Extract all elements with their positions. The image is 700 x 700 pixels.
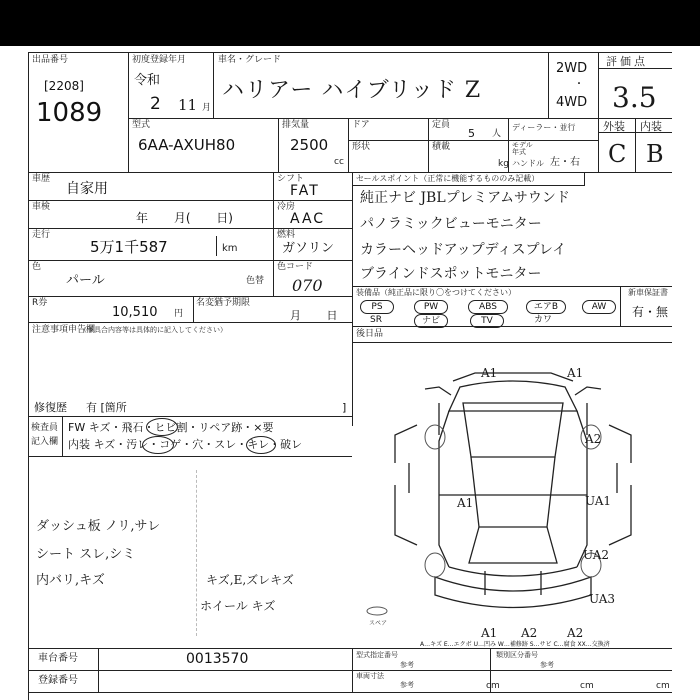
score-label: 評価点	[606, 55, 648, 68]
mark-a2-right-fender: A2	[585, 432, 602, 446]
registration-month: 11	[178, 96, 198, 114]
capacity-unit: 人	[492, 129, 502, 139]
equip-ps: PS	[360, 300, 394, 314]
registration-year: 2	[150, 94, 161, 114]
circle-chip	[146, 418, 178, 436]
notes-label: 注意事項申告欄	[32, 325, 96, 335]
circle-scuff	[246, 436, 276, 454]
equip-airbag: エアB	[526, 300, 566, 314]
interior-grade: B	[646, 140, 664, 168]
category-label: 車歴	[32, 174, 51, 184]
equip-navi: ナビ	[414, 314, 448, 328]
color-value: パール	[66, 273, 105, 288]
equip-sr: SR	[370, 315, 382, 325]
meika-label: 名変猶予期限	[196, 298, 251, 308]
size-ref: 参考	[400, 681, 414, 689]
repair-label: 修復歴	[34, 401, 67, 414]
color-change-label: 色替	[246, 276, 265, 286]
score-value: 3.5	[612, 81, 657, 114]
exterior-grade: C	[608, 140, 627, 168]
cc-value: 2500	[290, 136, 329, 154]
sales-label: セールスポイント（正常に機能するもののみ記載）	[356, 174, 540, 183]
notes-sublabel: （不具合内容等は具体的に記入してください）	[80, 326, 227, 334]
handle-label: ハンドル	[512, 159, 544, 168]
sales-line-4: ブラインドスポットモニター	[360, 266, 542, 282]
mark-ua1-right-door: UA1	[585, 494, 612, 508]
category-value: 自家用	[66, 181, 108, 197]
mark-a1-front-right: A1	[567, 366, 584, 380]
model-label: 車名・グレード	[218, 55, 282, 65]
repair-end: ]	[342, 401, 347, 414]
drive-4wd: 4WD	[556, 95, 588, 110]
handwritten-4: キズ,E,ズレキズ	[206, 573, 294, 587]
mark-a2-rear-center: A2	[521, 626, 538, 640]
shift-value: FAT	[290, 183, 320, 199]
equip-abs: ABS	[468, 300, 508, 314]
class-number-ref: 参考	[540, 661, 554, 669]
auction-code: [2208]	[44, 79, 84, 93]
lot-number: 1089	[36, 98, 103, 128]
warranty-label: 新車保証書	[628, 288, 668, 297]
color-label: 色	[32, 262, 42, 272]
mark-a1-front-left: A1	[481, 366, 498, 380]
dealer-label: ディーラー・並行	[512, 123, 576, 132]
type-value: 6AA-AXUH80	[138, 136, 236, 154]
equip-pw: PW	[414, 300, 448, 314]
warranty-value: 有・無	[632, 305, 669, 319]
meika-value: 月 日	[290, 309, 338, 322]
mileage-label: 走行	[32, 230, 51, 240]
color-code-value: 070	[292, 276, 323, 295]
circle-stain	[142, 436, 174, 454]
inspector-interior: 内装 キズ・汚レ・コゲ・穴・スレ・キレ・破レ	[68, 438, 303, 451]
model-number-label: 型式指定番号	[356, 651, 398, 659]
lot-label: 出品番号	[32, 55, 69, 65]
mark-a2-rear-right: A2	[567, 626, 584, 640]
ac-value: AAC	[290, 211, 326, 227]
shape-label: 形状	[352, 142, 371, 152]
type-label: 型式	[132, 120, 151, 130]
damage-legend: A…キズ E…エクボ U…凹み W…補修跡 S…サビ C…腐食 XX…交換済	[420, 641, 610, 648]
frame-value: 0013570	[186, 651, 249, 667]
equip-aw: AW	[582, 300, 616, 314]
registration-month-unit: 月	[202, 103, 212, 113]
interior-label: 内装	[640, 120, 662, 133]
frame-label: 車台番号	[38, 653, 78, 664]
auction-sheet: 出品番号 [2208] 1089 初度登録年月 令和 2 11 月 車名・グレード ハリアー ハイブリッド Z 2WD ・ 4WD 評価点 3.5 外装 内装 C B 型式 6AA-AXUH80 排気量 2500 cc ドア 形状 定員 5 人 積載 kg ディーラー・並行 モデル 年式 ハンドル 左・右 車歴 自家用 車検 年 月( 日) 走行 5万1千587 km 色 パール 色替 シフト FAT 冷房 AAC 燃料 ガソリン 色コード 070 R券 10,510 円 名変猶予期限 月 日 注意事項申告欄 （不具合内容等は具体的に記入してください） 修復歴 有 [箇所 ] セールスポイント（正常に機能するもののみ記載） 純正ナビ JBLプレミアムサウンド パノラミックビューモニター カラーヘッドアップディスプレイ ブラインドスポットモニター 装備品（純正品に限り〇をつけてください） PS PW ABS エアB AW SR ナビ TV カワ 新車保証書 有・無 後日品 検査員 記入欄 FW キズ・飛石・ヒビ割・リペア跡・×要 内装 キズ・汚レ・コゲ・穴・スレ・キレ・破レ ダッシュ板 ノリ,サレ シート スレ,シミ 内バリ,キズ キズ,E,ズレキズ ホイール キズ A1 A1 A2 A1 UA1 UA2 UA3 A1 A2 A2 スペア A…キズ E…エクボ U…凹み W…補修跡 S…サビ C…腐食 XX…交換済 車台番号 0013570 登録番号 型式指定番号 参考 類別区分番号 参考 車両寸法 参考 cm cm cm	[0, 0, 700, 700]
inspector-label-1: 検査員	[31, 423, 59, 433]
top-black-bar	[0, 0, 700, 46]
shift-label: シフト	[277, 174, 305, 184]
mark-ua2-right-rear: UA2	[583, 548, 610, 562]
damage-diagram	[355, 345, 672, 640]
size-cm-1: cm	[486, 681, 500, 691]
capacity-value: 5	[468, 127, 475, 140]
class-number-label: 類別区分番号	[496, 651, 538, 659]
load-label: 積載	[432, 142, 451, 152]
size-cm-3: cm	[656, 681, 670, 691]
size-label: 車両寸法	[356, 672, 384, 680]
model-number-ref: 参考	[400, 661, 414, 669]
cc-unit: cc	[334, 157, 344, 167]
registration-era: 令和	[134, 73, 161, 88]
handwritten-1: ダッシュ板 ノリ,サレ	[36, 519, 161, 534]
mileage-value: 5万1千587	[90, 238, 168, 256]
inspection-value: 年 月( 日)	[136, 211, 233, 225]
cc-label: 排気量	[282, 120, 310, 130]
recycle-value: 10,510	[112, 305, 158, 320]
size-cm-2: cm	[580, 681, 594, 691]
equip-leather: カワ	[534, 315, 553, 325]
mark-ua3-rear: UA3	[589, 592, 616, 606]
exterior-label: 外装	[603, 120, 625, 133]
recycle-label: R券	[32, 298, 48, 308]
fuel-value: ガソリン	[282, 241, 335, 256]
handle-value: 左・右	[550, 157, 580, 168]
model-year-label: モデル 年式	[512, 141, 533, 156]
registration-label: 初度登録年月	[132, 55, 187, 65]
handwritten-5: ホイール キズ	[200, 599, 276, 613]
load-unit: kg	[498, 159, 509, 169]
model-name: ハリアー ハイブリッド Z	[222, 78, 482, 103]
inspector-label-2: 記入欄	[31, 437, 59, 447]
after-label: 後日品	[356, 329, 384, 339]
sales-line-1: 純正ナビ JBLプレミアムサウンド	[360, 190, 570, 206]
doors-label: ドア	[352, 120, 370, 130]
capacity-label: 定員	[432, 120, 451, 130]
spare-label: スペア	[369, 620, 388, 627]
mark-a1-left-door: A1	[457, 496, 474, 510]
mark-a1-rear-left: A1	[481, 626, 498, 640]
ac-label: 冷房	[277, 202, 296, 212]
registration-number-label: 登録番号	[38, 675, 78, 686]
sales-line-3: カラーヘッドアップディスプレイ	[360, 242, 567, 258]
drive-2wd: 2WD	[556, 61, 588, 76]
equipment-label: 装備品（純正品に限り〇をつけてください）	[356, 288, 516, 297]
color-code-label: 色コード	[277, 262, 314, 272]
mileage-unit: km	[222, 243, 238, 254]
repair-value: 有 [箇所	[86, 401, 127, 414]
inspector-exterior: FW キズ・飛石・ヒビ割・リペア跡・×要	[68, 421, 274, 434]
handwritten-2: シート スレ,シミ	[36, 547, 136, 562]
sales-line-2: パノラミックビューモニター	[360, 216, 542, 232]
equip-tv: TV	[470, 314, 504, 328]
handwritten-3: 内バリ,キズ	[36, 573, 105, 588]
fuel-label: 燃料	[277, 230, 296, 240]
recycle-unit: 円	[174, 309, 184, 319]
inspection-label: 車検	[32, 202, 51, 212]
